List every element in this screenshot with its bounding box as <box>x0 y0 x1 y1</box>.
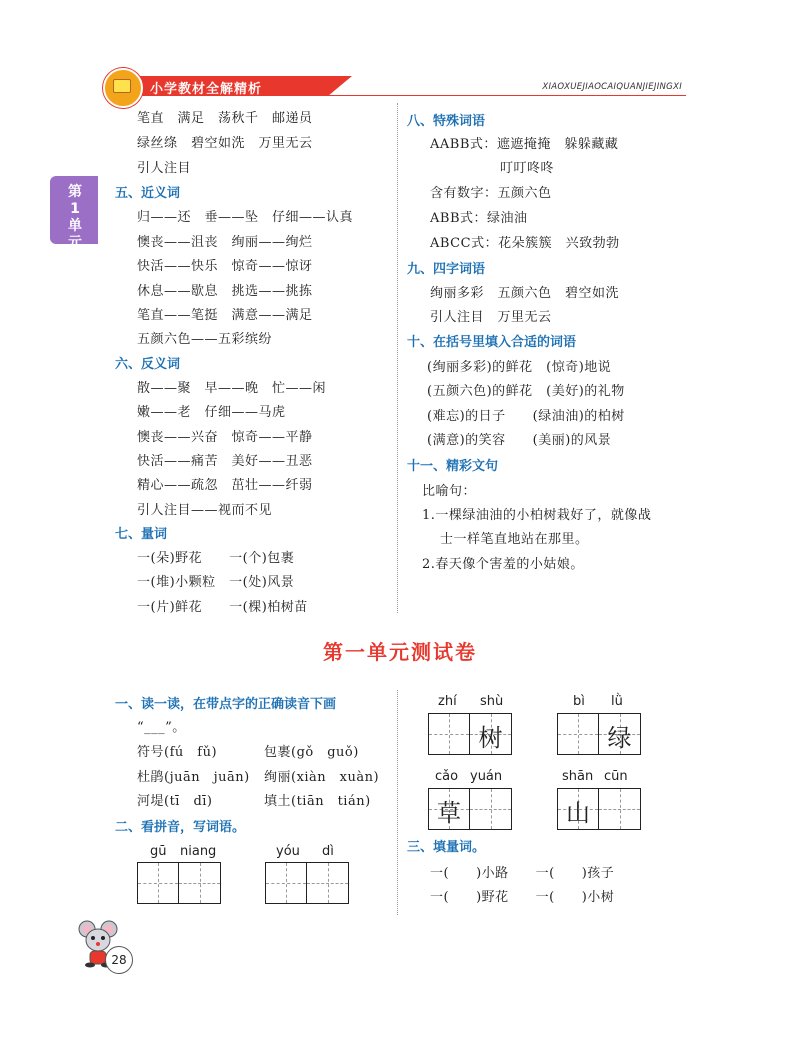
writing-grid[interactable] <box>137 862 221 904</box>
pinyin-label: zhí <box>438 694 457 709</box>
pinyin-label: niang <box>180 844 217 859</box>
measure-word-blank-line[interactable]: 一( )小路 一( )孩子 <box>430 866 615 881</box>
pinyin-label: shān <box>562 769 594 784</box>
pinyin-label: yuán <box>470 769 503 784</box>
section-heading-measure-words: 七、量词 <box>115 527 168 542</box>
measure-word-line: 一(朵)野花 一(个)包裹 <box>137 551 295 566</box>
test-title: 第一单元测试卷 <box>323 640 477 664</box>
question-2-heading: 二、看拼音，写词语。 <box>115 820 246 835</box>
unit-side-tab-label: 第1单元 <box>68 184 82 251</box>
pinyin-label: yóu <box>276 844 300 859</box>
pinyin-label: shù <box>480 694 504 709</box>
sentence-line: 士一样笔直地站在那里。 <box>440 532 589 547</box>
antonym-line: 精心——疏忽 茁壮——纤弱 <box>137 478 313 493</box>
section-heading-four-char-words: 九、四字词语 <box>407 262 486 277</box>
measure-word-line: 一(堆)小颗粒 一(处)风景 <box>137 575 295 590</box>
pinyin-choice[interactable]: 绚丽(xiàn xuàn) <box>264 770 380 785</box>
pinyin-choice[interactable]: 杜鹃(juān juān) <box>137 770 250 785</box>
pinyin-choice[interactable]: 符号(fú fǔ) <box>137 745 218 760</box>
measure-word-line: 一(片)鲜花 一(棵)柏树苗 <box>137 600 308 615</box>
writing-grid[interactable] <box>265 862 349 904</box>
fill-bracket-line: (难忘)的日子 (绿油油)的柏树 <box>427 409 625 424</box>
header-banner-tip <box>328 76 352 96</box>
four-char-word-line: 引人注目 万里无云 <box>430 310 552 325</box>
writing-grid[interactable] <box>428 713 512 755</box>
synonym-line: 笔直——笔挺 满意——满足 <box>137 308 313 323</box>
question-1-heading: 一、读一读，在带点字的正确读音下画 <box>115 697 337 712</box>
section-heading-special-words: 八、特殊词语 <box>407 114 486 129</box>
antonym-line: 引人注目——视而不见 <box>137 503 273 518</box>
question-3-heading: 三、填量词。 <box>407 840 486 855</box>
special-word-line: ABB式：绿油油 <box>430 211 528 226</box>
column-divider <box>397 690 398 915</box>
fill-bracket-line: (满意)的笑容 (美丽)的风景 <box>427 433 612 448</box>
sentence-line: 比喻句： <box>422 484 477 499</box>
header-title: 小学教材全解精析 <box>150 82 263 97</box>
antonym-line: 散——聚 早——晚 忙——闲 <box>137 381 327 396</box>
question-1-heading-underline: “___”。 <box>137 720 186 735</box>
pinyin-label: bì <box>573 694 585 709</box>
antonym-line: 懊丧——兴奋 惊奇——平静 <box>137 430 313 445</box>
synonym-line: 五颜六色——五彩缤纷 <box>137 332 273 347</box>
writing-grid[interactable] <box>428 788 512 830</box>
grid-character: 山 <box>566 799 590 827</box>
writing-grid[interactable] <box>557 713 641 755</box>
section-heading-antonyms: 六、反义词 <box>115 357 181 372</box>
section-heading-sentences: 十一、精彩文句 <box>407 459 499 474</box>
vocab-line: 引人注目 <box>137 161 192 176</box>
grid-character: 绿 <box>607 724 632 752</box>
bus-icon <box>113 79 131 93</box>
special-word-line: ABCC式：花朵簇簇 兴致勃勃 <box>430 236 620 251</box>
special-word-line: AABB式：遮遮掩掩 躲躲藏藏 <box>430 137 619 152</box>
antonym-line: 嫩——老 仔细——马虎 <box>137 405 286 420</box>
pinyin-choice[interactable]: 河堤(tī dī) <box>137 794 213 809</box>
vocab-line: 笔直 满足 荡秋千 邮递员 <box>137 111 313 126</box>
sentence-line: 1.一棵绿油油的小柏树栽好了，就像战 <box>422 508 652 523</box>
synonym-line: 懊丧——沮丧 绚丽——绚烂 <box>137 235 313 250</box>
synonym-line: 休息——歇息 挑选——挑拣 <box>137 284 313 299</box>
sentence-line: 2.春天像个害羞的小姑娘。 <box>422 557 584 572</box>
header-subtitle: XIAOXUEJIAOCAIQUANJIEJINGXI <box>542 82 682 92</box>
pinyin-label: dì <box>322 844 334 859</box>
measure-word-blank-line[interactable]: 一( )野花 一( )小树 <box>430 890 615 905</box>
special-word-line: 含有数字：五颜六色 <box>430 186 552 201</box>
special-word-line: 叮叮咚咚 <box>500 161 555 176</box>
pinyin-label: cǎo <box>435 769 459 784</box>
pinyin-label: cūn <box>604 769 628 784</box>
section-heading-synonyms: 五、近义词 <box>115 186 181 201</box>
page-number: 28 <box>105 946 133 974</box>
pinyin-label: lǜ <box>611 694 623 709</box>
synonym-line: 归——还 垂——坠 仔细——认真 <box>137 210 354 225</box>
pinyin-choice[interactable]: 填土(tiān tián) <box>264 794 371 809</box>
four-char-word-line: 绚丽多彩 五颜六色 碧空如洗 <box>430 286 620 301</box>
vocab-line: 绿丝绦 碧空如洗 万里无云 <box>137 136 313 151</box>
grid-character: 树 <box>478 724 503 752</box>
section-heading-fill-brackets: 十、在括号里填入合适的词语 <box>407 335 577 350</box>
antonym-line: 快活——痛苦 美好——丑恶 <box>137 454 313 469</box>
fill-bracket-line: (绚丽多彩)的鲜花 (惊奇)地说 <box>427 360 612 375</box>
grid-character: 草 <box>437 799 461 827</box>
pinyin-choice[interactable]: 包裹(gǒ guǒ) <box>264 745 359 760</box>
pinyin-label: gū <box>150 844 167 859</box>
synonym-line: 快活——快乐 惊奇——惊讶 <box>137 259 313 274</box>
writing-grid[interactable] <box>557 788 641 830</box>
fill-bracket-line: (五颜六色)的鲜花 (美好)的礼物 <box>427 384 625 399</box>
header-rule <box>328 95 686 96</box>
column-divider <box>397 103 398 613</box>
